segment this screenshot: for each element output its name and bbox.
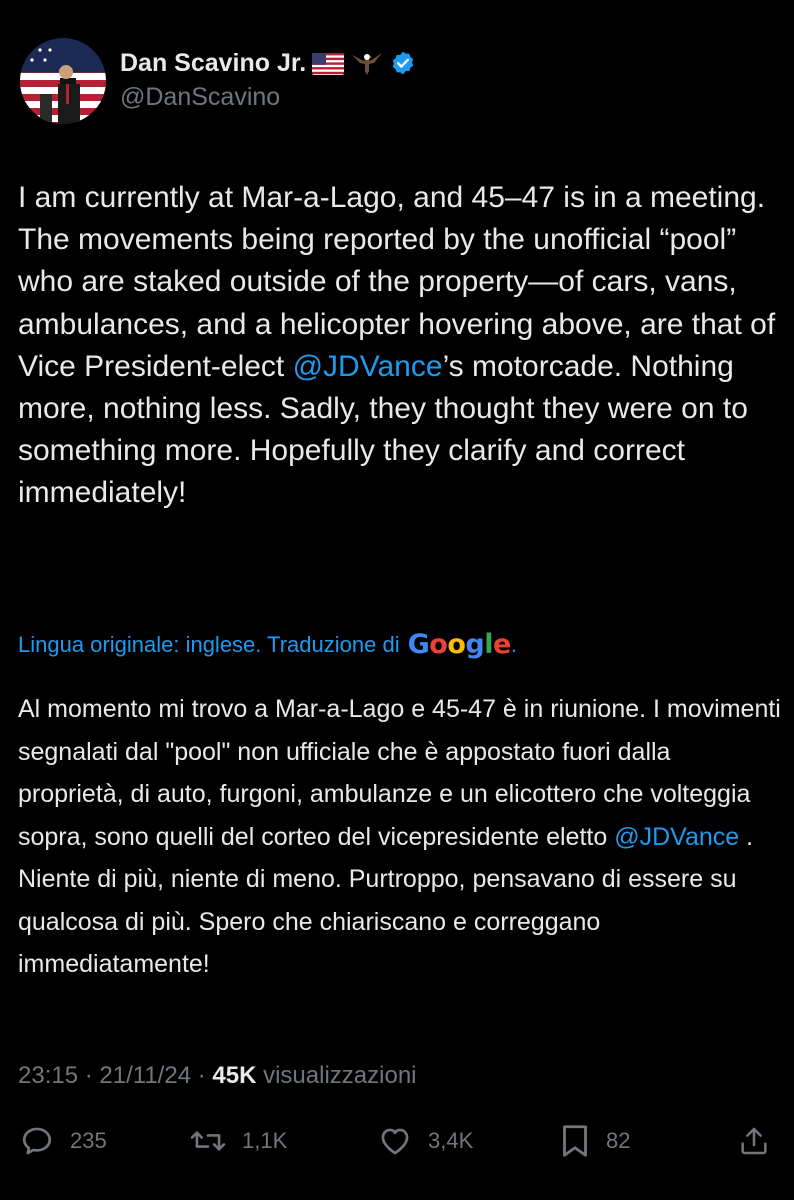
translated-mention-link[interactable]: @JDVance	[614, 822, 740, 851]
translation-note-suffix: .	[510, 632, 517, 657]
tweet-time[interactable]: 23:15	[18, 1062, 79, 1089]
like-button[interactable]	[378, 1116, 473, 1166]
repost-button[interactable]	[190, 1116, 287, 1166]
tweet-text-part-1: I am currently at Mar-a-Lago, and 45–47 is in a meeting. The movements being reported by the unofficial “pool” who are staked outside of the property—of cars, vans, ambulances, and a helicopter hovering above, are that of Vice President-elect	[18, 181, 776, 383]
repost-count: 1,1K	[242, 1128, 288, 1153]
reply-button[interactable]	[20, 1116, 107, 1166]
verified-badge-icon	[390, 50, 416, 76]
tweet-date[interactable]: 21/11/24	[99, 1062, 192, 1089]
translation-note-text[interactable]: Lingua originale: inglese. Traduzione di	[18, 632, 400, 657]
translated-text-part-1: Al momento mi trovo a Mar-a-Lago e 45-47 è in riunione. I movimenti segnalati dal "pool" non ufficiale che è appostato fuori dalla proprietà, di auto, furgoni, ambulanze e un elicottero che volteggia sopra, sono quelli del corteo del vicepresidente eletto	[18, 695, 781, 851]
translated-text-part-2: . Niente di più, niente di meno. Purtroppo, pensavano di essere su qualcosa di più. Spero che chiariscano e correggano immediatamente!	[18, 822, 754, 978]
tweet-text	[18, 177, 778, 515]
heart-icon	[378, 1124, 412, 1158]
author-names	[120, 48, 416, 114]
mention-link[interactable]: @JDVance	[292, 349, 443, 383]
reply-icon	[20, 1124, 54, 1158]
tweet-header	[20, 38, 416, 124]
bookmark-count: 82	[606, 1128, 631, 1153]
google-logo: Google	[407, 629, 511, 660]
views-count: 45K	[212, 1062, 257, 1089]
translated-text	[18, 688, 783, 986]
repost-icon	[190, 1124, 226, 1158]
share-button[interactable]	[738, 1116, 770, 1166]
bookmark-icon	[560, 1123, 590, 1159]
like-count: 3,4K	[428, 1128, 474, 1153]
share-icon	[738, 1124, 770, 1158]
display-name[interactable]	[120, 48, 416, 78]
handle[interactable]: @DanScavino	[120, 83, 281, 111]
avatar[interactable]	[20, 38, 106, 124]
meta-separator: ·	[84, 1062, 93, 1089]
eagle-icon	[350, 49, 384, 77]
display-name-text[interactable]: Dan Scavino Jr.	[120, 49, 307, 77]
bookmark-button[interactable]	[560, 1116, 630, 1166]
tweet-text-part-2: ’s motorcade. Nothing more, nothing less. Sadly, they thought they were on to something more. Hopefully they clarify and correct immediately!	[18, 349, 748, 510]
us-flag-icon	[312, 52, 344, 74]
tweet-meta	[18, 1058, 417, 1094]
action-bar	[0, 1116, 794, 1166]
reply-count: 235	[70, 1128, 107, 1153]
views-label: visualizzazioni	[263, 1062, 417, 1089]
meta-separator: ·	[197, 1062, 206, 1089]
translation-note[interactable]	[18, 628, 517, 662]
